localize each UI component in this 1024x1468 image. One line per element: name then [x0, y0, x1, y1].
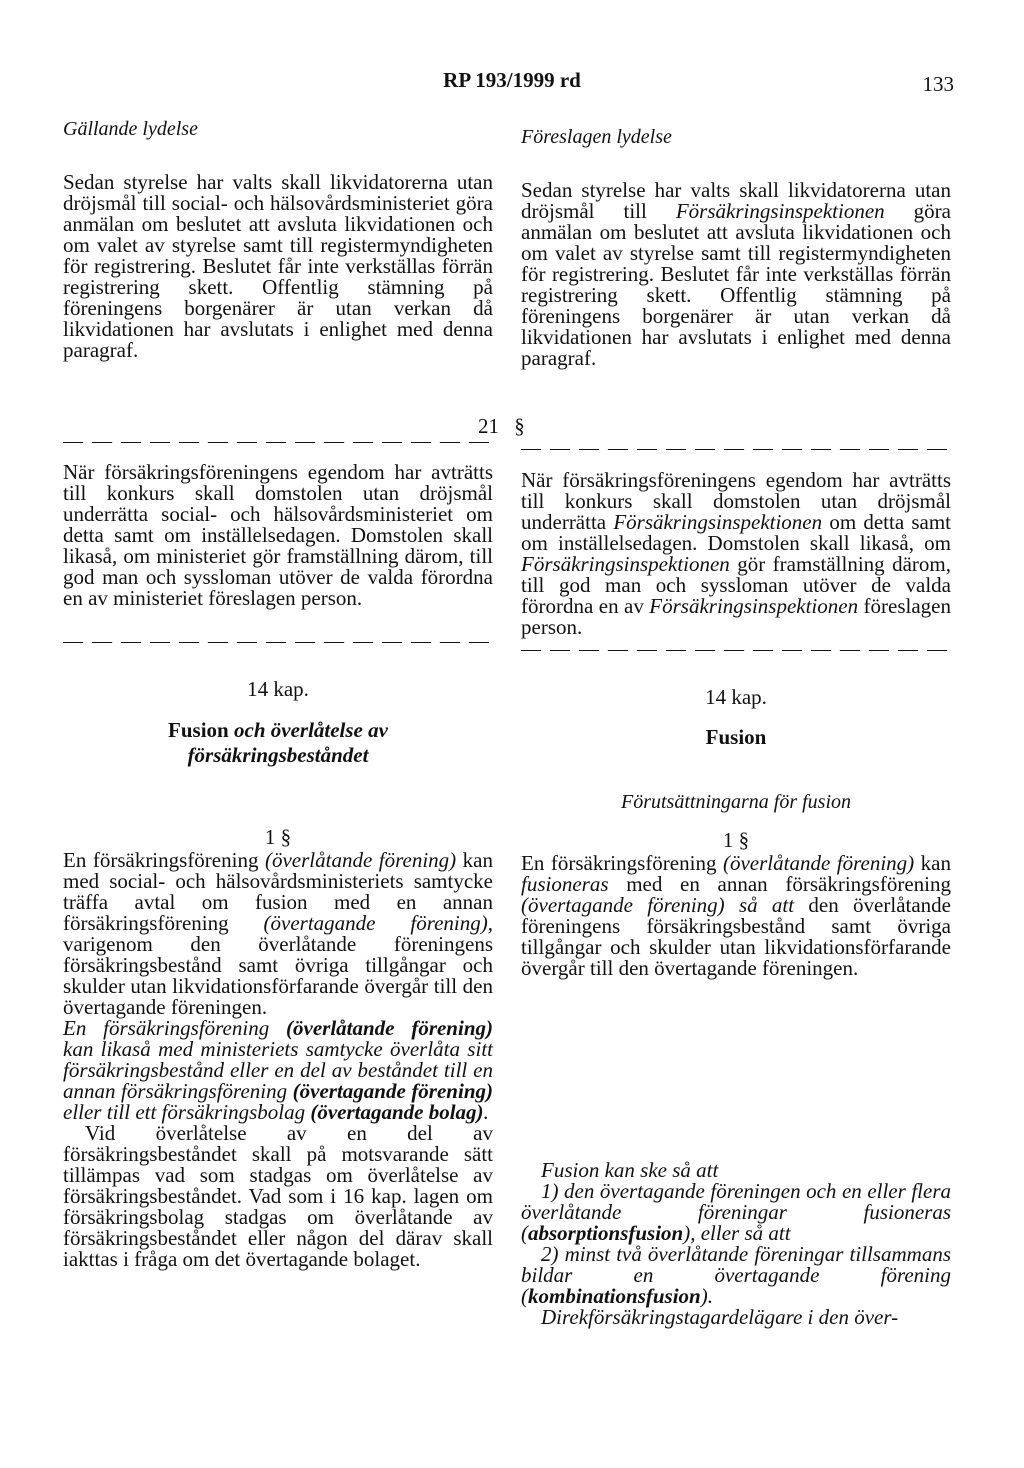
text-run: varigenom den överlåtande föreningens försäkringsbestånd samt övriga tillgångar och skulder utan likvidationsförfarande övergår till den övertagande föreningen. [63, 932, 493, 1019]
paragraph-text [521, 853, 951, 979]
text-run: När försäkringsföreningens egendom har avträtts till konkurs skall domstolen utan dröjsmål underrätta [521, 468, 951, 534]
chapter-title-current [63, 718, 493, 768]
dash-separator: — — — — — — — — — — — — — — — [63, 430, 491, 452]
emphasis-text: Försäkringsinspektionen [675, 199, 885, 223]
paragraph-label: 1 § [722, 828, 750, 852]
text-run: ), eller så att [683, 1221, 791, 1245]
title-emphasis: försäkringsbeståndet [187, 743, 369, 767]
right-fusion-types [521, 1160, 951, 1328]
left-column-heading: Gällande lydelse [63, 118, 198, 140]
text-run: En försäkringsförening [63, 1016, 287, 1040]
bold-emphasis: (övertagande förening) [292, 1079, 493, 1103]
emphasis-text: Försäkringsinspektionen [649, 594, 859, 618]
title-emphasis: och överlåtelse av [234, 718, 388, 742]
text-run: den överlåtande föreningens försäkringsbestånd samt övriga tillgångar och skulder utan likvidationsförfarande övergår till den övertagande föreningen. [521, 893, 951, 980]
paragraph-text: Sedan styrelse har valts skall likvidatorerna utan dröjsmål till social- och hälsovårdsministeriet göra anmälan om beslutet att avsluta likvidationen och om valet av styrelse samt till registermyndigheten för registrering. Beslutet får inte verkställas förrän registrering skett. Offentlig stämning på föreningens borgenärer är utan verkan då likvidationen har avslutats i enlighet med denna paragraf. [63, 170, 493, 362]
emphasis-text: fusioneras [521, 872, 609, 896]
chapter-label: 14 kap. [705, 685, 767, 709]
emphasis-text: (överlåtande förening) [264, 848, 457, 872]
bold-emphasis: (överlåtande förening) [286, 1016, 493, 1040]
subheading-proposed: Förutsättningarna för fusion [620, 791, 852, 813]
text-run: kan med social- och hälsovårdsministeriets samtycke träffa avtal om fusion med en annan försäkringsförening [63, 848, 493, 935]
emphasis-text: Försäkringsinspektionen [521, 552, 730, 576]
text-run: 2) minst två överlåtande föreningar tillsammans bildar en övertagande förening ( [521, 1242, 951, 1308]
left-paragraph-21-1 [63, 172, 493, 361]
emphasis-text: (övertagande förening) så att [521, 893, 795, 917]
chapter-label: 14 kap. [247, 677, 309, 701]
text-run: . [483, 1100, 489, 1124]
right-paragraph-21-1 [521, 180, 951, 369]
bold-emphasis: kombinationsfusion [528, 1284, 701, 1308]
document-header: RP 193/1999 rd [443, 68, 581, 92]
text-run: eller till ett försäkringsbolag [63, 1100, 311, 1124]
section-sign: § [514, 414, 525, 438]
paragraph-text [63, 1018, 493, 1123]
paragraph-text [521, 180, 951, 369]
text-run: kan [914, 851, 951, 875]
paragraph-label: 1 § [264, 825, 292, 849]
dash-separator: — — — — — — — — — — — — — — — [521, 638, 949, 660]
section-number: 21 [478, 414, 499, 438]
paragraph-text: Fusion kan ske så att [541, 1158, 719, 1182]
bold-emphasis: (övertagande bolag) [310, 1100, 484, 1124]
bold-emphasis: absorptionsfusion [528, 1221, 684, 1245]
paragraph-text [521, 1244, 951, 1307]
text-run: En försäkringsförening [63, 848, 265, 872]
text-run: göra anmälan om beslutet att avsluta likvidationen och om valet av styrelse samt till registermyndigheten för registrering. Beslutet får inte verkställas förrän registrering skett. Offentlig stämning på föreningens borgenärer är utan verkan då likvidationen har avslutats i enlighet med denna paragraf. [521, 199, 951, 370]
text-run: gör framställning därom, till god man och syssloman utöver de valda förordna en av [521, 552, 951, 618]
left-paragraph-21-2 [63, 462, 493, 609]
paragraph-text: Direkförsäkringstagardelägare i den över- [541, 1305, 899, 1329]
right-column-heading: Föreslagen lydelse [521, 126, 672, 148]
text-run: kan likaså med ministeriets samtycke överlåta sitt försäkringsbestånd eller en del av beståndet till en annan försäkringsförening [63, 1037, 493, 1103]
emphasis-text: (övertagande förening), [263, 911, 493, 935]
text-run: En försäkringsförening [521, 851, 723, 875]
emphasis-text: Försäkringsinspektionen [613, 510, 823, 534]
text-run: ). [700, 1284, 713, 1308]
emphasis-text: (överlåtande förening) [722, 851, 915, 875]
paragraph-text [63, 850, 493, 1018]
text-run: Sedan styrelse har valts skall likvidatorerna utan dröjsmål till [521, 178, 951, 223]
right-chapter-14-text [521, 853, 951, 979]
text-run: om detta samt om inställelsedagen. Domstolen skall likaså, om [521, 510, 951, 555]
left-chapter-14-text [63, 850, 493, 1270]
dash-separator: — — — — — — — — — — — — — — — [63, 630, 491, 652]
paragraph-text [521, 470, 951, 638]
text-run: 1) den övertagande föreningen och en eller flera överlåtande föreningar fusioneras ( [521, 1179, 951, 1245]
dash-separator: — — — — — — — — — — — — — — — [521, 437, 949, 459]
right-paragraph-21-2 [521, 470, 951, 638]
title-text: Fusion [168, 718, 234, 742]
text-run: föreslagen person. [521, 594, 951, 639]
paragraph-text: Vid överlåtelse av en del av försäkringsbeståndet skall på motsvarande sätt tillämpas vad som stadgas om överlåtelse av försäkringsbeståndet. Vad som i 16 kap. lagen om försäkringsbolag stadgas om överlåtande av försäkringsbeståndet eller någon del därav skall iakttas i fråga om det övertagande bolaget. [63, 1121, 493, 1271]
paragraph-text: När försäkringsföreningens egendom har avträtts till konkurs skall domstolen utan dröjsmål underrätta social- och hälsovårdsministeriet om detta samt om inställelsedagen. Domstolen skall likaså, om ministeriet gör framställning därom, till god man och syssloman utöver de valda förordna en av ministeriet föreslagen person. [63, 460, 493, 610]
page-number: 133 [922, 72, 954, 96]
paragraph-text [521, 1181, 951, 1244]
chapter-title-proposed: Fusion [705, 725, 767, 749]
text-run: med en annan försäkringsförening [608, 872, 951, 896]
